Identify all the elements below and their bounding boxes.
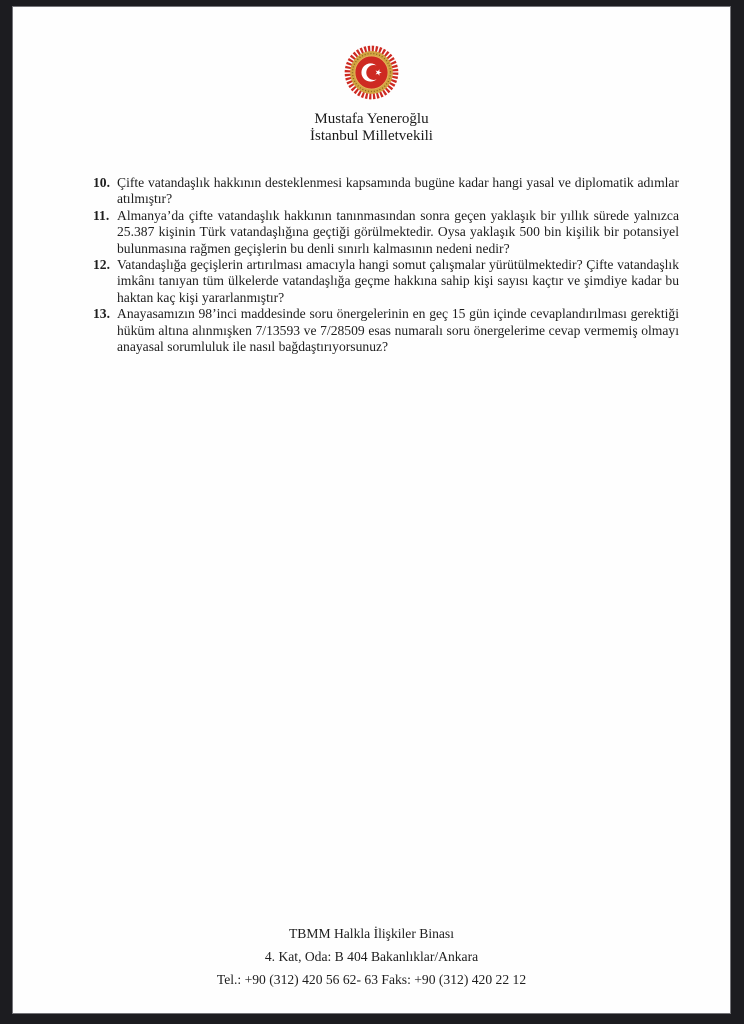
document-header	[13, 7, 730, 145]
question-text: Anayasamızın 98’inci maddesinde soru önergelerinin en geç 15 gün içinde cevaplandırılması gerektiği hüküm altına alınmışken 7/13593 ve 7/28509 esas numaralı soru önergelerime cevap vermemiş olmayı anayasal sorumluluk ile nasıl bağdaştırıyorsunuz?	[117, 306, 679, 355]
tbmm-emblem-icon	[343, 44, 400, 101]
question-item	[93, 257, 679, 306]
question-number: 11.	[93, 207, 110, 223]
question-list	[93, 175, 679, 355]
question-item	[93, 306, 679, 355]
footer-phone: Tel.: +90 (312) 420 56 62- 63 Faks: +90 (312) 420 22 12	[216, 972, 527, 987]
question-number: 12.	[93, 257, 110, 273]
deputy-title: İstanbul Milletvekili	[310, 128, 433, 144]
question-text: Çifte vatandaşlık hakkının desteklenmesi kapsamında bugüne kadar hangi yasal ve diplomatik adımlar atılmıştır?	[117, 175, 679, 207]
document-footer	[13, 922, 730, 991]
question-text: Almanya’da çifte vatandaşlık hakkının tanınmasından sonra geçen yaklaşık bir yıllık sürede yalnızca 25.387 kişinin Türk vatandaşlığına geçtiği görülmektedir. Oysa yaklaşık 500 bin kişilik bir potansiyel bulunmasına rağmen geçişlerin bu denli sınırlı kalmasının nedeni nedir?	[117, 207, 679, 256]
deputy-name: Mustafa Yeneroğlu	[314, 111, 429, 127]
question-number: 13.	[93, 306, 110, 322]
question-number: 10.	[93, 175, 110, 190]
question-text: Vatandaşlığa geçişlerin artırılması amacıyla hangi somut çalışmalar yürütülmektedir? Çifte vatandaşlık imkânı tanıyan tüm ülkelerde vatandaşlığa geçme hakkına sahip kişi sayısı kaçtır ve şimdiye kadar bu haktan kaç kişi yararlanmıştır?	[117, 257, 679, 305]
question-item	[93, 175, 679, 208]
footer-address: 4. Kat, Oda: B 404 Bakanlıklar/Ankara	[264, 949, 479, 964]
document-page	[13, 7, 730, 1013]
footer-building: TBMM Halkla İlişkiler Binası	[289, 926, 454, 941]
question-item	[93, 208, 679, 257]
